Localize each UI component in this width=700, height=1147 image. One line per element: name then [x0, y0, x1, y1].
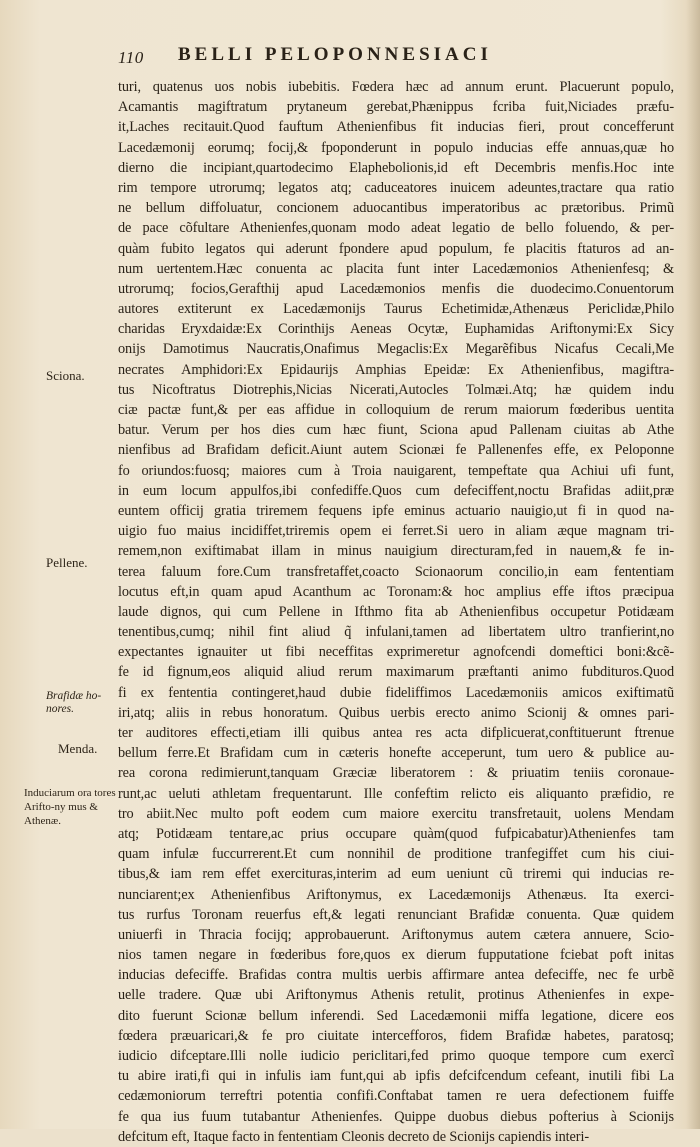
text-line: dierno die incipiant,quartodecimo Elaphebolionis,id eft Decembris menfis.Hoc inte: [118, 159, 674, 176]
text-line: bellum ferre.Et Brafidam cum in cæteris honefte acceperunt, tum uero & publice au-: [118, 745, 674, 762]
text-line: euntem officij gratia triremem fequens ipfe eminus actuario nauigio,ut fi in quod na-: [118, 502, 674, 519]
text-line: Lacedæmonij eorumq; focij,& fpoponderunt in populo inducias effe annuas,quæ ho: [118, 139, 674, 156]
text-line: fo oriundos:fuosq; maiores cum à Troia nauigarent, tempeftate qua Achiui ufi funt,: [118, 462, 674, 479]
text-line: ne bellum diffoluatur, concionem aduocantibus imperatoribus ac prætoribus. Primũ: [118, 200, 674, 217]
text-line: defcitum eft, Itaque facto in fententiam Cleonis decreto de Scionijs capiendis interi-: [118, 1128, 589, 1145]
text-line: nunciarent;ex Athenienfibus Ariftonymus, ex Lacedæmonijs Athenæus. Ita exerci-: [118, 886, 674, 903]
text-line: fi ex fententia contingeret,haud dubie fideliffimos Lacedæmoniis amicos exiftimatũ: [118, 684, 674, 701]
page-header: [118, 44, 588, 72]
text-line: terea faluum fore.Cum transfretaffet,coacto Scionaorum concilio,in eam fententiam: [118, 563, 674, 580]
text-line: utrorumq; focios,Gerafthij apud Lacedæmonios menfis die duodecimo.Conuentorum: [118, 280, 674, 297]
text-line: locutus eft,in quam apud Acanthum ac Toronam:& hoc amplius effe iftos præcipua: [118, 583, 674, 600]
text-line: runt,ac ueluti athletam frequentarunt. Ille confeftim relicto eis aliquanto præfidio, re: [118, 785, 674, 802]
marginal-note-brasidae-honores: Brafidæ ho-nores.: [46, 690, 102, 715]
marginal-note-sciona: Sciona.: [46, 368, 85, 383]
text-line: inducias defeciffe. Brafidas contra multis uerbis affirmare antea defeciffe, nec fe urbẽ: [118, 967, 674, 984]
text-line: onijs Damotimus Naucratis,Onafimus Megaclis:Ex Megarẽfibus Nicafus Cecali,Me: [118, 341, 674, 358]
text-line: remem,non exiftimabat illam in minus nauigium directuram,fed in nauem,& fe in-: [118, 543, 674, 560]
text-line: quam infulæ fuccurrerent.Et cum nonnihil de proditione tranfegiffet cum his ciui-: [118, 846, 674, 863]
text-line: in eum locum appulfos,ibi confediffe.Quos cum defeciffent,noctu Brafidas adiit,præ: [118, 482, 674, 499]
text-line: uelle tradere. Quæ ubi Ariftonymus Athenis retulit, protinus Athenienfes in expe-: [118, 987, 674, 1004]
text-line: dito fuerunt Scionæ bellum inferendi. Sed Lacedæmonii miffa legatione, dicere eos: [118, 1007, 674, 1024]
text-line: tro abiit.Nec multo poft eodem cum maiore exercitu transfretauit, uolens Mendam: [118, 805, 674, 822]
text-line: atq; Potidæam tentare,ac prius occupare quàm(quod fufpicabatur)Athenienfes tam: [118, 825, 674, 842]
text-line: expectantes ignauiter ut fibi neceffitas exprimeretur agnofcendi domeftici boni:&cẽ-: [118, 644, 674, 661]
text-line: fe qua ius fuum tutabantur Athenienfes. Quippe duobus diebus pofterius à Scionijs: [118, 1108, 674, 1125]
marginal-note-pellene: Pellene.: [46, 555, 88, 570]
text-line: num uertentem.Hæc conuenta ac placita funt inter Lacedæmonios Athenienfesq; &: [118, 260, 674, 277]
body-text: [118, 77, 674, 1147]
text-line: nios tamen negare in fœderibus fore,quos ex dierum fupputatione fciebat poft initas: [118, 947, 674, 964]
text-line: tenentibus,cumq; nihil fint aliud q̃ infulani,tamen ad libertatem ultro tranfierint,no: [118, 624, 674, 641]
text-line: uigio fuo maius incidiffet,triremis opem ei ferret.Si uero in aliam æque magnam tri-: [118, 523, 674, 540]
marginal-note-induciarum: Induciarum ora tores Arifto-ny mus & Athenæ.: [24, 787, 116, 827]
text-line: laude dignos, qui cum Pellene in Ifthmo fita ab Athenienfibus occupetur Potidæam: [118, 603, 674, 620]
text-line: batur. Verum per hos dies cum hæc fiunt, Sciona apud Pallenam ciuitas ab Athe: [118, 422, 674, 439]
text-line: it,Laches recitauit.Quod fauftum Athenienfibus fit inducias fieri, prout concefferunt: [118, 119, 674, 136]
text-line: tus rurfus Toronam reuerfus eft,& legati renunciant Brafidæ conuenta. Quæ quidem: [118, 906, 674, 923]
marginal-note-menda: Menda.: [58, 741, 98, 756]
text-line: rea corona redimierunt,tanquam Græciæ liberatorem : & priuatim teniis coronaue-: [118, 765, 674, 782]
text-line: fœdera præuaricari,& fe pro ciuitate intercefforos, fidem Brafidæ habetes, paratosq;: [118, 1027, 674, 1044]
text-line: uniuerfi in Thracia focijq; approbauerunt. Ariftonymus autem cætera annuere, Scio-: [118, 926, 674, 943]
text-line: quàm fubito legatos qui aderunt fpondere apud populum, fe placitis ftaturos ad an-: [118, 240, 674, 257]
text-line: ter auditores effecti,etiam illi quibus antea res acta difplicuerat,conftituerunt ftrenue: [118, 725, 674, 741]
text-line: nienfibus ad Brafidam deficit.Aiunt autem Scionæi fe Pallenenfes effe, ex Peloponne: [118, 442, 674, 459]
text-line: cedæmoniorum terreftri potentia confifi.Conftabat tamen re uera defectionem fuiffe: [118, 1088, 674, 1105]
page-edge-shadow: [686, 0, 700, 1129]
text-line: de pace cõfultare Athenienfes,quonam modo adeat legatio de bello foluendo, & per-: [118, 220, 674, 237]
text-line: necrates Amphidori:Ex Epidaurijs Amphias Epeidæ: Ex Athenienfibus, magiftra-: [118, 361, 674, 378]
text-line: charidas Eryxdaidæ:Ex Corinthijs Aeneas Ocytæ, Euphamidas Ariftonymi:Ex Sicy: [118, 321, 674, 338]
text-line: autores extiterunt ex Lacedæmonijs Taurus Echetimidæ,Athenæus Periclidæ,Philo: [118, 301, 674, 318]
text-line: tibus,& iam rem effet exercituras,interim ad eum ueniunt cũ triremi qui inducias re-: [118, 866, 674, 883]
text-line: rim tempore utrorumq; legatos atq; caduceatores inuicem adeuntes,tractare qua ratio: [118, 179, 674, 196]
page-number: 110: [118, 48, 144, 67]
text-line: turi, quatenus uos nobis iubebitis. Fœdera hæc ad annum erunt. Placuerunt populo,: [118, 79, 674, 95]
text-line: tu abire irati,fi qui in infulis iam funt,qui ab ipfis defcifcendum cefeant, inutili fibi La: [118, 1068, 674, 1085]
running-head: BELLI PELOPONNESIACI: [178, 44, 492, 65]
text-line: iri,atq; aliis in rebus honoratum. Quibus uerbis erecto animo Scionij & omnes pari-: [118, 704, 674, 721]
text-line: iudicio difceptare.Illi nolle iudicio periclitari,fed primo quoque tempore cum exercĩ: [118, 1048, 674, 1064]
text-line: tus Nicoftratus Diotrephis,Nicias Nicerati,Autocles Tolmæi.Atq; hæ quidem indu: [118, 381, 674, 398]
text-line: ciæ pactæ funt,& per eas affidue in colloquium de rerum maiorum fœderibus uentita: [118, 402, 674, 418]
text-line: fe id fignum,eos aliquid aliud rerum maximarum præftanti animo fubdituros.Quod: [118, 664, 674, 681]
text-line: Acamantis magiftratum prytaneum gerebat,Phænippus fcriba fuit,Niciades præfu-: [118, 99, 674, 116]
